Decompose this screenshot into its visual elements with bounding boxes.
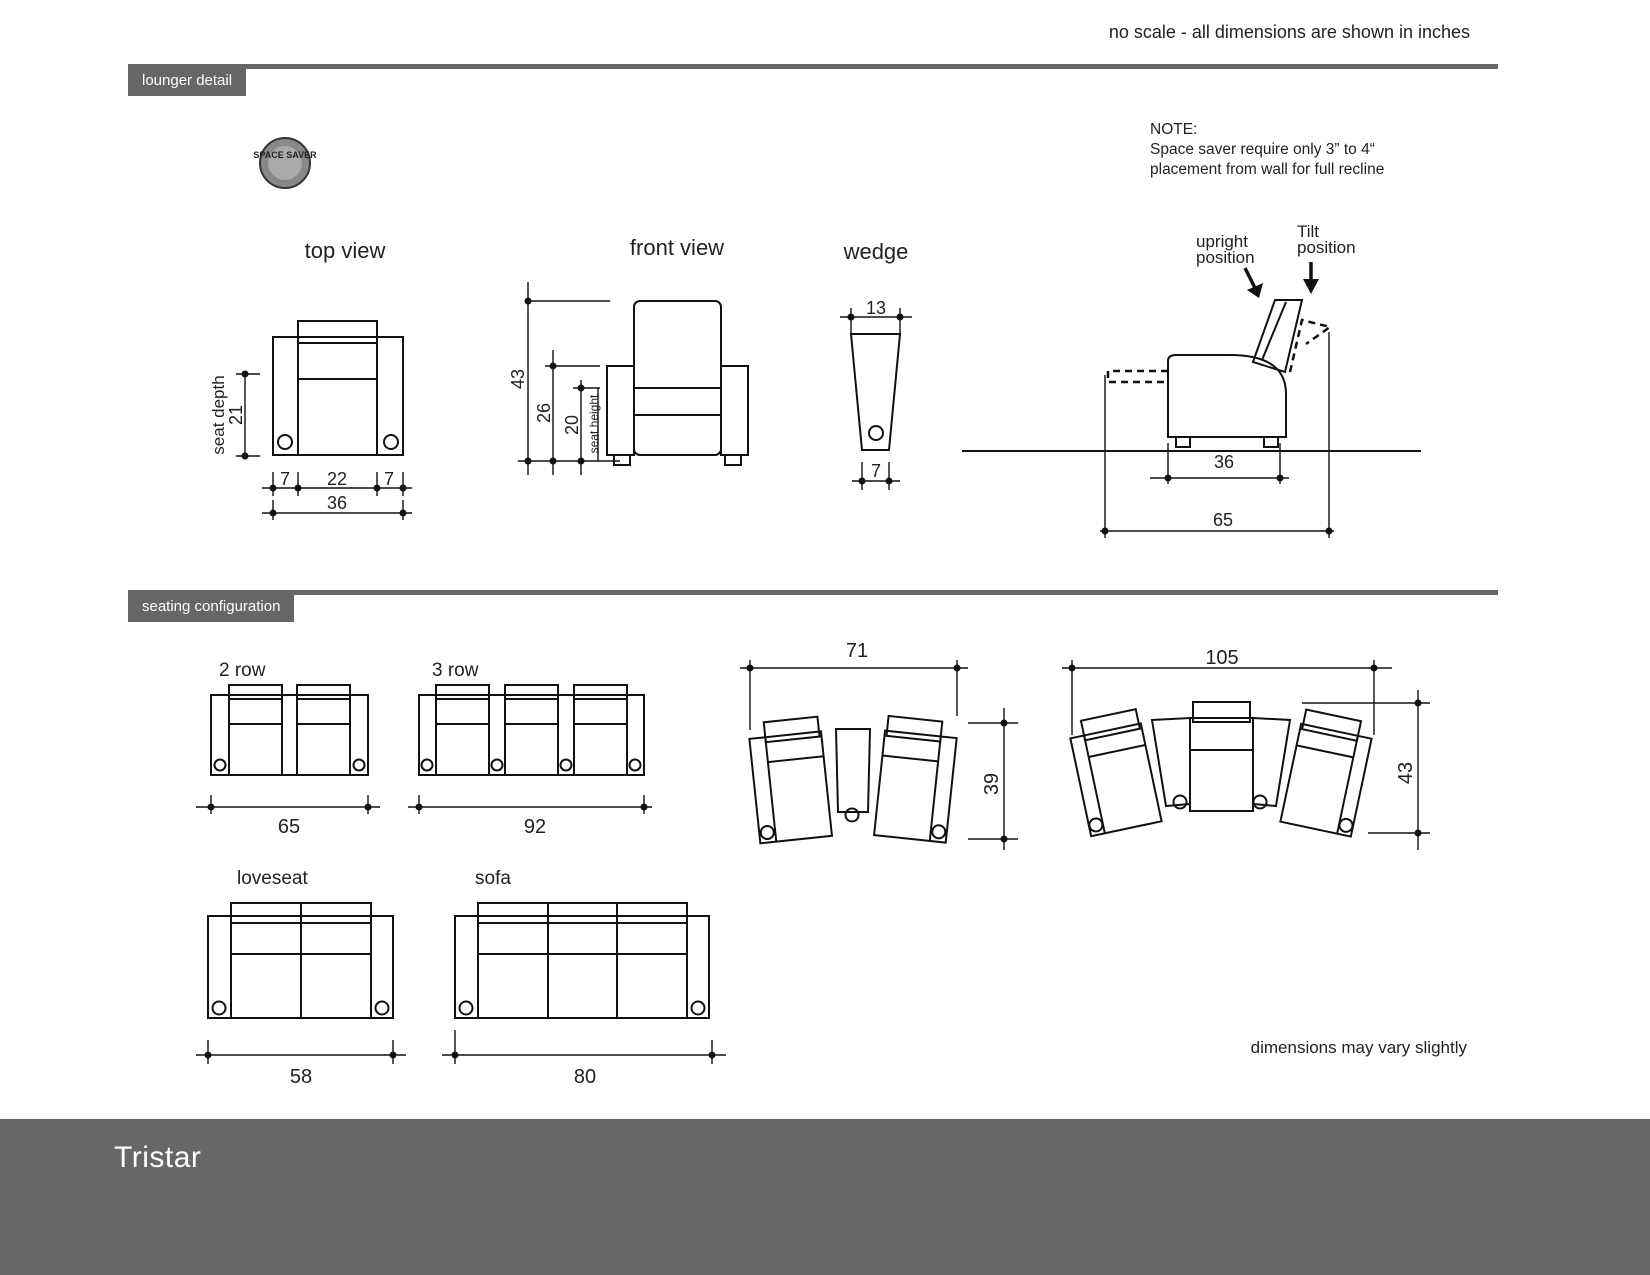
loveseat-drawing (208, 903, 393, 1018)
seating-section-tab: seating configuration (128, 592, 294, 622)
arm-left-value: 7 (279, 469, 291, 489)
seat-depth-value: 21 (226, 404, 246, 426)
seat-width-value: 22 (326, 469, 348, 489)
row2-drawing (211, 685, 368, 775)
arm-right-value: 7 (383, 469, 395, 489)
front-height-value: 43 (508, 368, 528, 390)
wedge-top-value: 13 (865, 298, 887, 318)
row3-dimension (408, 795, 652, 838)
front-view-dimensions (508, 282, 620, 475)
row2-width-value: 65 (277, 816, 301, 838)
row3-label: 3 row (432, 660, 479, 681)
loveseat-label: loveseat (237, 868, 308, 889)
sofa-label: sofa (475, 868, 511, 889)
curve3-depth-value: 43 (1395, 761, 1417, 785)
row3-drawing (419, 685, 644, 775)
seat-height-value: 20 (562, 414, 582, 436)
lounger-section-tab: lounger detail (128, 66, 246, 96)
curve3-drawing (1067, 702, 1374, 837)
tilt-arrow-icon (1303, 262, 1319, 294)
side-depth-value: 36 (1213, 452, 1235, 472)
side-view-dimensions (1100, 332, 1334, 538)
sofa-drawing (455, 903, 709, 1018)
space-saver-badge-icon (253, 138, 317, 188)
scale-note: no scale - all dimensions are shown in inches (1108, 22, 1470, 42)
sofa-width-value: 80 (573, 1066, 597, 1088)
row2-label: 2 row (219, 660, 266, 681)
brand-name: Tristar (114, 1141, 202, 1174)
footer-bar (0, 1119, 1650, 1275)
upright-label-2: position (1196, 248, 1255, 267)
front-view-label: front view (629, 235, 725, 260)
top-total-value: 36 (326, 493, 348, 513)
top-view-dimensions (209, 371, 412, 521)
tilt-label: Tilt (1297, 222, 1320, 241)
loveseat-width-value: 58 (289, 1066, 313, 1088)
wedge-dimensions (840, 298, 912, 490)
curve3-dimensions (1062, 647, 1430, 850)
front-view-chair (607, 301, 748, 465)
seat-depth-label: seat depth (209, 375, 228, 455)
note-line-1: Space saver require only 3” to 4“ (1150, 141, 1375, 158)
arm-height-value: 26 (534, 402, 554, 424)
loveseat-dimension (196, 1040, 406, 1088)
disclaimer: dimensions may vary slightly (1250, 1038, 1467, 1057)
note-title: NOTE: (1150, 121, 1198, 138)
curve2-drawing (748, 716, 958, 844)
wedge-bottom-value: 7 (870, 461, 882, 481)
side-reclined-value: 65 (1212, 510, 1234, 530)
upright-arrow-icon (1245, 268, 1263, 298)
row3-width-value: 92 (523, 816, 547, 838)
wedge-shape (851, 334, 900, 450)
badge-text: SPACE SAVER (253, 150, 317, 160)
wedge-label: wedge (843, 239, 909, 264)
top-view-label: top view (304, 238, 386, 263)
note-line-2: placement from wall for full recline (1150, 161, 1385, 178)
sofa-dimension (442, 1030, 726, 1088)
row2-dimension (196, 795, 380, 838)
top-view-chair (273, 321, 403, 455)
upright-label: upright (1196, 232, 1248, 251)
curve2-width-value: 71 (845, 640, 869, 662)
side-view-chair (962, 300, 1421, 451)
curve2-depth-value: 39 (981, 772, 1003, 796)
tilt-label-2: position (1297, 238, 1356, 257)
curve3-width-value: 105 (1205, 647, 1239, 669)
seat-height-label: seat height (587, 394, 601, 454)
curve2-dimensions (740, 640, 1018, 850)
